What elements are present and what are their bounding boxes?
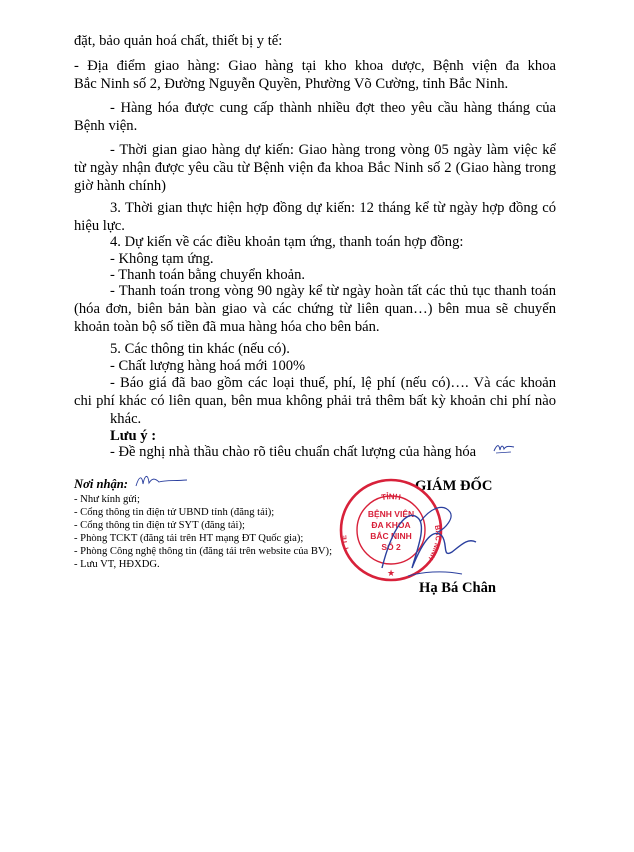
note-text: - Đề nghị nhà thầu chào rõ tiêu chuẩn chất lượng của hàng hóa xyxy=(110,444,477,460)
body-line: - Không tạm ứng. xyxy=(110,251,214,267)
body-line: Bắc Ninh số 2, Đường Nguyễn Quyền, Phường Võ Cường, tỉnh Bắc Ninh. xyxy=(74,76,509,92)
body-line: 5. Các thông tin khác (nếu có). xyxy=(110,341,290,357)
body-line: đặt, bảo quản hoá chất, thiết bị y tế: xyxy=(74,33,283,49)
svg-text:BỆNH VIỆN: BỆNH VIỆN xyxy=(367,509,415,519)
svg-text:Y TẾ: Y TẾ xyxy=(341,534,352,552)
svg-text:ĐA KHOA: ĐA KHOA xyxy=(371,520,411,530)
body-line: - Thanh toán bằng chuyển khoản. xyxy=(110,267,306,283)
recipient-item: - Cổng thông tin điện tử UBND tỉnh (đăng tải); xyxy=(74,507,275,518)
signer-position: GIÁM ĐỐC xyxy=(415,478,493,494)
body-line: 4. Dự kiến về các điều khoản tạm ứng, thanh toán hợp đồng: xyxy=(110,234,464,250)
svg-text:BẮC NINH: BẮC NINH xyxy=(426,524,441,561)
body-line: - Chất lượng hàng hoá mới 100% xyxy=(110,358,306,374)
body-line: 3. Thời gian thực hiện hợp đồng dự kiến: 12 tháng kể từ ngày hợp đồng có xyxy=(110,200,556,216)
svg-text:BẮC NINH: BẮC NINH xyxy=(370,531,412,541)
handwritten-signature xyxy=(372,498,482,588)
svg-text:TỈNH: TỈNH xyxy=(380,492,402,503)
initial-mark-icon xyxy=(493,441,515,455)
body-line: giờ hành chính) xyxy=(74,178,167,194)
body-line: Bệnh viện. xyxy=(74,118,138,134)
body-line: - Thời gian giao hàng dự kiến: Giao hàng trong vòng 05 ngày làm việc kể xyxy=(110,142,556,158)
body-line: (hóa đơn, biên bản bàn giao và các chứng từ liên quan…) bên mua sẽ chuyển xyxy=(74,301,556,317)
body-line: từ ngày nhận được yêu cầu từ Bệnh viện đa khoa Bắc Ninh số 2 (Giao hàng trong xyxy=(74,160,556,176)
body-line: - Địa điểm giao hàng: Giao hàng tại kho khoa dược, Bệnh viện đa khoa xyxy=(74,58,556,74)
body-line: chi phí khác có liên quan, bên mua không phải trả thêm bất kỳ khoản chi phí nào xyxy=(74,393,556,409)
body-line: - Báo giá đã bao gồm các loại thuế, phí, lệ phí (nếu có)…. Và các khoản xyxy=(110,375,556,391)
body-line: khoản toàn bộ số tiền đã mua hàng hóa cho bên bán. xyxy=(74,319,380,335)
recipient-item: - Phòng TCKT (đăng tải trên HT mạng ĐT Quốc gia); xyxy=(74,533,304,544)
body-line: khác. xyxy=(110,411,142,427)
svg-text:SỐ 2: SỐ 2 xyxy=(381,542,401,552)
initial-mark-icon xyxy=(133,472,189,492)
recipient-item: - Như kính gửi; xyxy=(74,494,140,505)
body-line: - Hàng hóa được cung cấp thành nhiều đợt theo yêu cầu hàng tháng của xyxy=(110,100,556,116)
body-line: hiệu lực. xyxy=(74,218,125,234)
recipients-title: Nơi nhận: xyxy=(74,477,129,491)
recipient-item: - Cổng thông tin điện tử SYT (đăng tải); xyxy=(74,520,245,531)
recipient-item: - Phòng Công nghệ thông tin (đăng tải trên website của BV); xyxy=(74,546,333,557)
signer-name: Hạ Bá Chân xyxy=(419,580,497,596)
body-line: - Thanh toán trong vòng 90 ngày kể từ ngày hoàn tất các thủ tục thanh toán xyxy=(110,283,556,299)
svg-text:★: ★ xyxy=(386,568,396,578)
recipient-item: - Lưu VT, HĐXDG. xyxy=(74,559,160,570)
note-label: Lưu ý : xyxy=(110,428,157,444)
